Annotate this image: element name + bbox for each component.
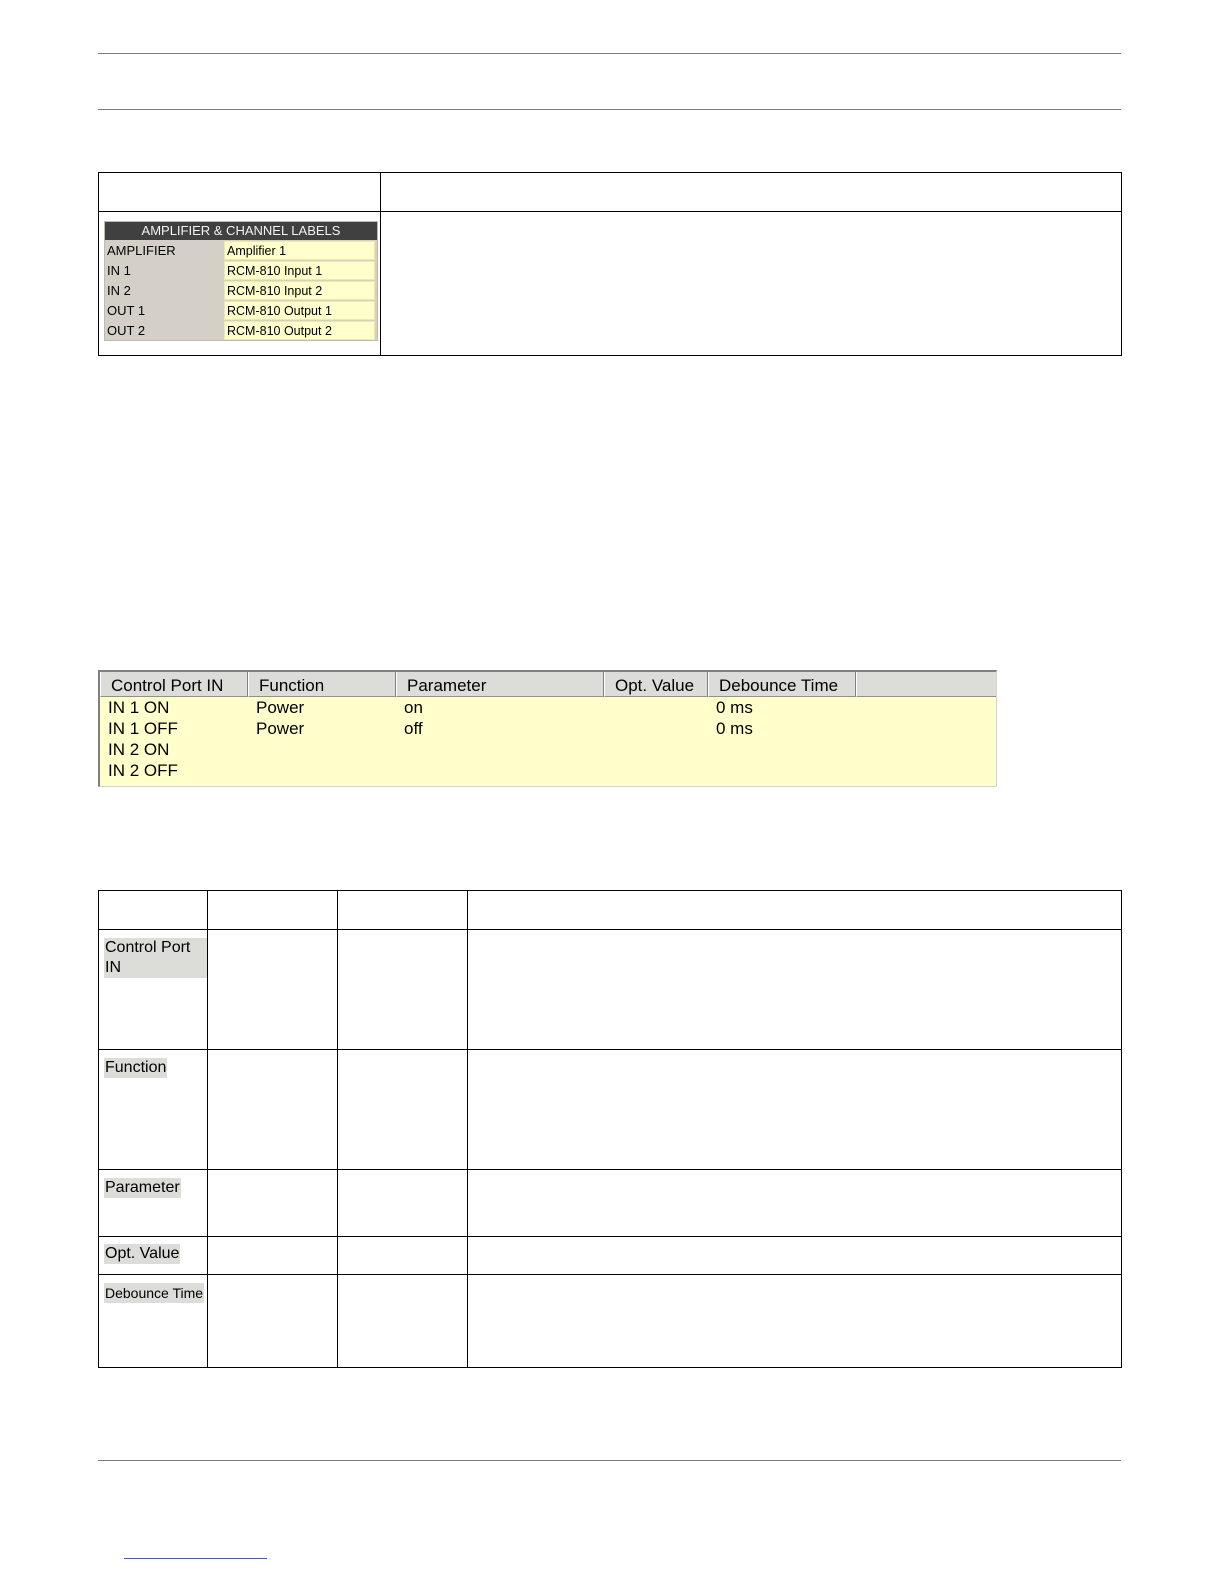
- param-name-parameter: Parameter: [105, 1179, 180, 1196]
- grid-row[interactable]: [100, 718, 996, 739]
- grid-cell-debounce: 0 ms: [716, 698, 753, 717]
- amp-row-label: OUT 2: [107, 323, 146, 338]
- grid-cell-function: [248, 760, 396, 781]
- amp-row-value-field[interactable]: RCM-810 Input 1: [224, 261, 375, 280]
- grid-row[interactable]: [100, 760, 996, 781]
- grid-cell-opt-value: [604, 697, 708, 718]
- grid-header-filler: [856, 672, 996, 697]
- control-port-grid: [98, 670, 997, 787]
- amp-row-in2: [105, 281, 377, 300]
- amp-row-label: IN 2: [107, 283, 131, 298]
- amp-row-label: OUT 1: [107, 303, 146, 318]
- param-name-opt-value: Opt. Value: [105, 1245, 180, 1262]
- grid-header-debounce-time[interactable]: Debounce Time: [708, 672, 856, 697]
- grid-cell-parameter: [396, 739, 604, 760]
- grid-cell-opt-value: [604, 760, 708, 781]
- grid-row[interactable]: [100, 697, 996, 718]
- amp-row-value-field[interactable]: Amplifier 1: [224, 241, 375, 260]
- grid-cell-parameter: on: [404, 698, 423, 717]
- amp-row-label: AMPLIFIER: [107, 243, 176, 258]
- param-name-cell: [99, 1237, 208, 1275]
- grid-cell-parameter: [396, 760, 604, 781]
- grid-header-row: [100, 672, 996, 697]
- param-table-header-cell-1: [99, 891, 208, 930]
- parameter-table: [98, 890, 1122, 1368]
- footer-rule: [98, 1460, 1121, 1461]
- grid-cell-parameter: off: [404, 719, 423, 738]
- grid-cell-debounce: 0 ms: [716, 719, 753, 738]
- grid-cell-function: Power: [256, 719, 305, 738]
- labels-table-description-cell: [381, 212, 1122, 356]
- grid-cell-function: [248, 739, 396, 760]
- amplifier-channel-labels-panel: [104, 221, 378, 341]
- labels-table-image-cell: [99, 212, 381, 356]
- param-name-debounce-time: Debounce Time: [105, 1285, 204, 1301]
- footer-link-underline[interactable]: [124, 1558, 267, 1559]
- grid-header-opt-value[interactable]: Opt. Value: [604, 672, 708, 697]
- grid-cell-opt-value: [604, 739, 708, 760]
- grid-header-control-port[interactable]: Control Port IN: [100, 672, 248, 697]
- grid-cell-debounce: [708, 739, 856, 760]
- amp-row-value-field[interactable]: RCM-810 Output 1: [224, 301, 375, 320]
- amp-row-in1: [105, 261, 377, 280]
- grid-header-parameter[interactable]: Parameter: [396, 672, 604, 697]
- param-table-header-cell-2: [208, 891, 338, 930]
- param-table-header-cell-3: [338, 891, 468, 930]
- amp-row-amplifier: [105, 241, 377, 260]
- amp-row-out2: [105, 321, 377, 340]
- header-rule-top: [98, 53, 1121, 54]
- param-name-cell: [99, 1170, 208, 1237]
- param-name-cell: [99, 1275, 208, 1368]
- amp-row-value-field[interactable]: RCM-810 Output 2: [224, 321, 375, 340]
- param-name-function: Function: [105, 1059, 167, 1076]
- amp-row-label: IN 1: [107, 263, 131, 278]
- labels-table-header-cell-2: [381, 173, 1122, 212]
- param-table-header-cell-4: [468, 891, 1122, 930]
- header-rule-bottom: [98, 109, 1121, 110]
- param-name-cell: [99, 930, 208, 1050]
- grid-cell-debounce: [708, 760, 856, 781]
- param-name-cell: [99, 1050, 208, 1170]
- grid-row[interactable]: [100, 739, 996, 760]
- grid-cell-function: Power: [256, 698, 305, 717]
- grid-cell-opt-value: [604, 718, 708, 739]
- labels-table: [98, 172, 1122, 356]
- amp-row-value-field[interactable]: RCM-810 Input 2: [224, 281, 375, 300]
- amp-row-out1: [105, 301, 377, 320]
- grid-cell-port: IN 1 ON: [108, 698, 170, 717]
- grid-cell-port: IN 1 OFF: [108, 719, 178, 738]
- param-name-control-port: Control Port IN: [104, 938, 207, 978]
- labels-table-header-cell-1: [99, 173, 381, 212]
- grid-cell-port: IN 2 ON: [108, 740, 170, 759]
- grid-cell-port: IN 2 OFF: [108, 761, 178, 780]
- grid-header-function[interactable]: Function: [248, 672, 396, 697]
- amp-panel-title: AMPLIFIER & CHANNEL LABELS: [105, 222, 377, 240]
